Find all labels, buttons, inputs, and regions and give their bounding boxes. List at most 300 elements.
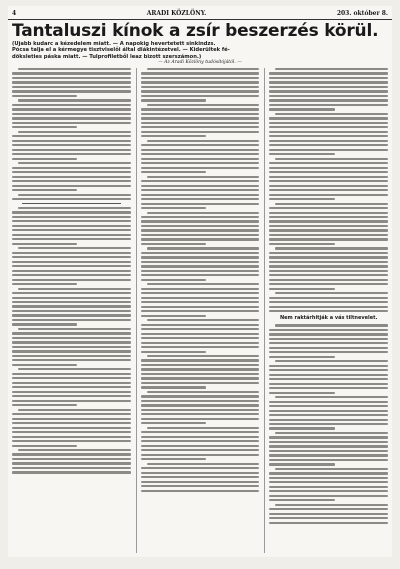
text-line [141, 310, 260, 312]
text-line [141, 342, 260, 344]
text-line [269, 306, 388, 308]
text-line [12, 270, 131, 272]
text-line [12, 467, 131, 469]
text-line [275, 396, 388, 398]
article-columns [12, 68, 388, 553]
text-line [269, 419, 388, 421]
text-line [141, 382, 260, 384]
text-column-3 [264, 68, 388, 553]
text-line [12, 422, 131, 424]
text-line [141, 207, 206, 209]
text-line [269, 356, 334, 358]
text-line [269, 383, 388, 385]
text-line [141, 400, 260, 402]
text-line [269, 81, 388, 83]
text-line [269, 216, 388, 218]
text-line [269, 463, 334, 465]
text-line [141, 256, 260, 258]
text-line [12, 153, 131, 155]
text-line [12, 274, 131, 276]
text-line [141, 265, 260, 267]
text-line [12, 400, 131, 402]
text-line [141, 77, 260, 79]
text-line [147, 176, 260, 178]
text-line [18, 194, 131, 196]
text-line [12, 243, 77, 245]
text-line [269, 149, 388, 151]
text-line [269, 436, 388, 438]
text-line [141, 243, 206, 245]
text-line [12, 310, 131, 312]
text-line [269, 374, 388, 376]
text-line [269, 117, 388, 119]
text-line [269, 450, 388, 452]
text-line [269, 122, 388, 124]
text-line [141, 149, 260, 151]
text-line [269, 410, 388, 412]
text-line [275, 292, 388, 294]
text-line [18, 449, 131, 451]
text-line [12, 113, 131, 115]
text-line [269, 508, 388, 510]
text-line [12, 72, 131, 74]
text-line [269, 144, 388, 146]
text-line [141, 458, 206, 460]
text-line [141, 364, 260, 366]
text-line [269, 378, 388, 380]
text-line [141, 337, 260, 339]
text-line [18, 328, 131, 330]
text-line [12, 283, 77, 285]
text-line [269, 369, 388, 371]
text-line [269, 243, 334, 245]
text-line [141, 467, 260, 469]
text-line [141, 297, 260, 299]
text-line [12, 346, 131, 348]
text-line [141, 234, 260, 236]
text-line [12, 167, 131, 169]
text-line [269, 459, 388, 461]
text-line [12, 382, 131, 384]
text-line [12, 355, 131, 357]
text-line [269, 72, 388, 74]
text-line [269, 212, 388, 214]
text-line [12, 216, 131, 218]
text-line [12, 445, 77, 447]
text-line [12, 95, 77, 97]
text-line [12, 279, 131, 281]
text-line [275, 468, 388, 470]
text-line [269, 162, 388, 164]
deck-line: Pócsa talja el a kérmegye tisztviselői által diákintézetvel. — Kiderültek fé- [12, 47, 230, 54]
text-column-1 [12, 68, 131, 553]
text-line [12, 149, 131, 151]
text-line [147, 212, 260, 214]
text-line [141, 328, 260, 330]
text-line [269, 499, 334, 501]
text-line [12, 229, 131, 231]
text-line [12, 90, 131, 92]
text-line [141, 216, 260, 218]
text-line [141, 189, 260, 191]
text-line [269, 351, 388, 353]
text-line [18, 368, 131, 370]
text-line [141, 368, 260, 370]
text-line [12, 211, 131, 213]
text-line [269, 283, 388, 285]
text-line [18, 68, 131, 70]
text-line [141, 252, 260, 254]
text-line [269, 153, 334, 155]
text-line [269, 301, 388, 303]
text-line [141, 171, 206, 173]
text-line [12, 305, 131, 307]
text-line [12, 234, 131, 236]
text-line [275, 432, 388, 434]
text-line [12, 319, 131, 321]
text-line [269, 481, 388, 483]
text-line [269, 445, 388, 447]
text-line [147, 319, 260, 321]
page-number: 4 [12, 10, 17, 17]
text-line [12, 323, 77, 325]
text-line [141, 395, 260, 397]
text-line [12, 238, 131, 240]
text-line [269, 171, 388, 173]
text-line [141, 198, 260, 200]
text-line [18, 207, 131, 209]
section-divider [22, 203, 121, 204]
text-line [269, 513, 388, 515]
text-line [12, 225, 131, 227]
issue-date: 203. október 8. [336, 10, 388, 17]
text-line [269, 131, 388, 133]
text-line [269, 238, 388, 240]
text-line [141, 167, 260, 169]
text-line [141, 238, 260, 240]
text-line [141, 373, 260, 375]
text-line [147, 247, 260, 249]
text-line [269, 472, 388, 474]
text-line [12, 104, 131, 106]
text-line [147, 391, 260, 393]
text-line [12, 440, 131, 442]
text-line [141, 135, 206, 137]
text-line [12, 391, 131, 393]
text-line [12, 337, 131, 339]
text-line [141, 454, 260, 456]
text-line [269, 392, 334, 394]
text-line [12, 427, 131, 429]
text-line [141, 490, 260, 492]
text-line [275, 324, 388, 326]
text-line [12, 359, 131, 361]
text-line [141, 220, 260, 222]
text-line [269, 441, 388, 443]
text-line [275, 504, 388, 506]
text-line [269, 207, 388, 209]
text-line [141, 436, 260, 438]
main-headline: Tantaluszi kínok a zsír beszerzés körül. [12, 22, 379, 40]
text-line [141, 359, 260, 361]
text-line [12, 176, 131, 178]
section-subhead: Nem raktárhitják a vás tiltnevelet. [279, 315, 378, 322]
text-line [12, 404, 77, 406]
text-line [269, 310, 388, 312]
deck-line: döksleties páska miatt. — Tulprofiletből leaz bizott szerszámon.) [12, 53, 202, 60]
text-line [269, 167, 388, 169]
text-line [12, 471, 131, 473]
text-line [141, 279, 206, 281]
text-line [18, 99, 131, 101]
text-line [269, 185, 388, 187]
text-line [269, 140, 388, 142]
text-line [141, 131, 260, 133]
text-line [141, 485, 260, 487]
text-line [18, 288, 131, 290]
text-line [269, 265, 388, 267]
text-line [12, 297, 131, 299]
text-line [141, 81, 260, 83]
text-line [269, 95, 388, 97]
text-line [12, 158, 77, 160]
text-line [269, 427, 334, 429]
text-line [141, 113, 260, 115]
text-line [269, 86, 388, 88]
text-line [147, 463, 260, 465]
masthead [8, 6, 392, 20]
text-line [12, 364, 77, 366]
text-line [12, 171, 131, 173]
text-line [12, 220, 131, 222]
text-line [12, 81, 131, 83]
text-line [147, 104, 260, 106]
text-line [12, 185, 131, 187]
text-line [12, 108, 131, 110]
text-line [269, 90, 388, 92]
text-line [141, 315, 206, 317]
text-line [269, 495, 388, 497]
text-line [269, 198, 334, 200]
text-line [269, 517, 388, 519]
text-line [147, 427, 260, 429]
text-line [269, 486, 388, 488]
text-line [269, 288, 334, 290]
text-line [269, 252, 388, 254]
text-line [18, 162, 131, 164]
text-line [12, 261, 131, 263]
headline-deck [12, 41, 388, 60]
text-line [141, 90, 260, 92]
text-line [12, 395, 131, 397]
text-line [269, 297, 388, 299]
text-line [141, 404, 260, 406]
text-line [141, 386, 206, 388]
text-line [141, 292, 260, 294]
text-line [141, 108, 260, 110]
text-line [12, 373, 131, 375]
text-line [141, 333, 260, 335]
text-line [269, 414, 388, 416]
text-line [147, 68, 260, 70]
text-line [141, 288, 260, 290]
text-line [141, 418, 260, 420]
text-line [12, 77, 131, 79]
text-column-2 [136, 68, 260, 553]
text-line [141, 476, 260, 478]
text-line [12, 453, 131, 455]
text-line [141, 301, 260, 303]
text-line [12, 431, 131, 433]
text-line [275, 247, 388, 249]
text-line [141, 431, 260, 433]
text-line [269, 256, 388, 258]
text-line [269, 490, 388, 492]
text-line [12, 117, 131, 119]
text-line [269, 329, 388, 331]
text-line [12, 189, 77, 191]
text-line [12, 198, 131, 200]
text-line [141, 413, 260, 415]
text-line [141, 122, 260, 124]
text-line [12, 86, 131, 88]
byline: — Az Aradi Közlöny tudósítójától. — [158, 59, 242, 65]
text-line [147, 283, 260, 285]
text-line [141, 229, 260, 231]
text-line [269, 261, 388, 263]
text-line [269, 234, 388, 236]
text-line [269, 229, 388, 231]
text-line [141, 472, 260, 474]
text-line [12, 458, 131, 460]
paper-name: ARADI KÖZLÖNY. [146, 10, 207, 17]
text-line [12, 462, 131, 464]
text-line [12, 436, 131, 438]
text-line [141, 481, 260, 483]
text-line [141, 117, 260, 119]
text-line [269, 176, 388, 178]
text-line [269, 270, 388, 272]
text-line [269, 279, 388, 281]
text-line [12, 350, 131, 352]
text-line [141, 162, 260, 164]
text-line [18, 409, 131, 411]
text-line [269, 454, 388, 456]
text-line [269, 477, 388, 479]
text-line [269, 180, 388, 182]
text-line [275, 360, 388, 362]
text-line [12, 418, 131, 420]
text-line [269, 365, 388, 367]
text-line [12, 292, 131, 294]
text-line [141, 445, 260, 447]
text-line [275, 113, 388, 115]
text-line [147, 355, 260, 357]
text-line [18, 247, 131, 249]
text-line [141, 95, 260, 97]
text-line [141, 185, 260, 187]
text-line [269, 220, 388, 222]
text-line [269, 338, 388, 340]
text-line [141, 158, 260, 160]
text-line [12, 314, 131, 316]
text-line [12, 377, 131, 379]
text-line [141, 99, 206, 101]
text-line [275, 158, 388, 160]
text-line [141, 270, 260, 272]
text-line [141, 86, 260, 88]
text-line [269, 274, 388, 276]
text-line [12, 256, 131, 258]
text-line [269, 522, 388, 524]
text-line [12, 140, 131, 142]
text-line [12, 413, 131, 415]
text-line [141, 72, 260, 74]
text-line [141, 203, 260, 205]
text-line [12, 301, 131, 303]
text-line [269, 347, 388, 349]
text-line [12, 180, 131, 182]
text-line [141, 225, 260, 227]
text-line [269, 104, 388, 106]
text-line [141, 144, 260, 146]
text-line [269, 189, 388, 191]
text-line [141, 409, 260, 411]
text-line [269, 225, 388, 227]
text-line [141, 449, 260, 451]
text-line [141, 346, 260, 348]
text-line [141, 194, 260, 196]
text-line [269, 126, 388, 128]
text-line [12, 252, 131, 254]
text-line [12, 144, 131, 146]
text-line [275, 68, 388, 70]
text-line [269, 423, 388, 425]
text-line [275, 203, 388, 205]
text-line [269, 342, 388, 344]
text-line [141, 261, 260, 263]
text-line [269, 194, 388, 196]
newspaper-page [8, 6, 392, 557]
text-line [269, 135, 388, 137]
text-line [141, 153, 260, 155]
text-line [141, 274, 260, 276]
text-line [269, 99, 388, 101]
text-line [18, 131, 131, 133]
text-line [141, 351, 206, 353]
text-line [12, 265, 131, 267]
text-line [141, 180, 260, 182]
deck-line: (Ujabb kudarc a kézedelem miatt. — A napokig hevertetett sinkindzs. [12, 41, 216, 47]
text-line [141, 422, 206, 424]
text-line [12, 386, 131, 388]
text-line [269, 405, 388, 407]
text-line [269, 401, 388, 403]
text-line [141, 324, 260, 326]
text-line [269, 333, 388, 335]
text-line [269, 108, 334, 110]
text-line [141, 306, 260, 308]
text-line [141, 377, 260, 379]
text-line [141, 126, 260, 128]
text-line [12, 135, 131, 137]
text-line [269, 77, 388, 79]
text-line [12, 332, 131, 334]
text-line [12, 126, 77, 128]
text-line [147, 140, 260, 142]
text-line [141, 440, 260, 442]
text-line [12, 341, 131, 343]
